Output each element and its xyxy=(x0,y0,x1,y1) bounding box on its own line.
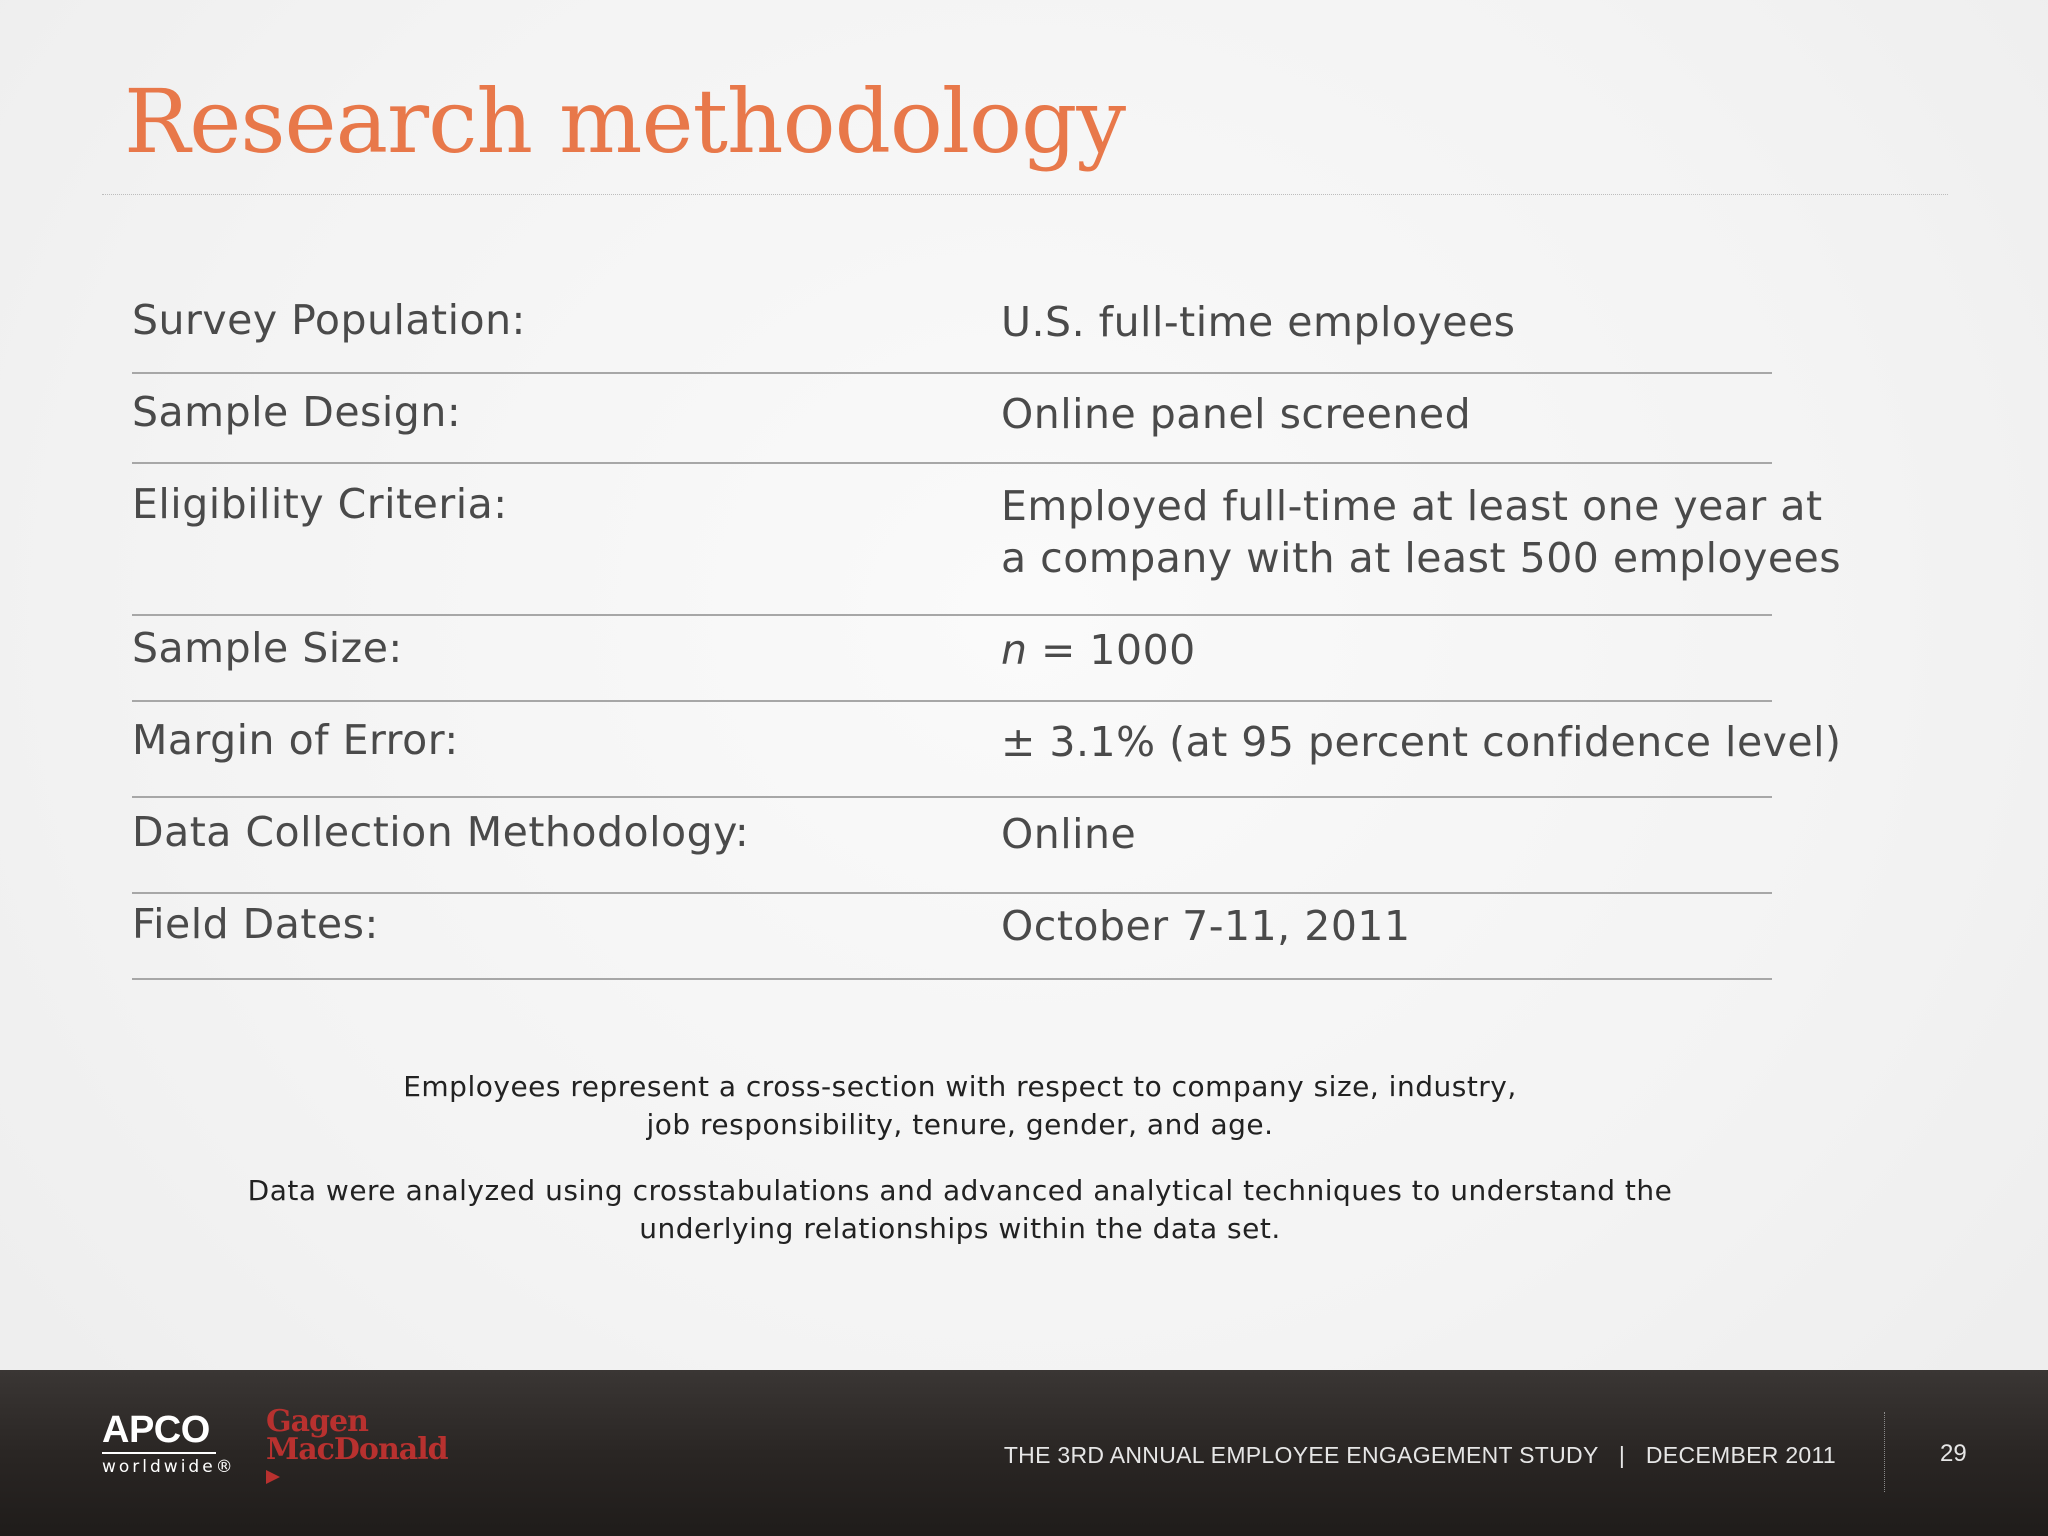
row-value: Online xyxy=(1001,810,1137,858)
footer-divider xyxy=(1884,1412,1885,1492)
page-number: 29 xyxy=(1940,1440,1967,1467)
table-row xyxy=(132,716,1842,798)
note-paragraph: Employees represent a cross-section with respect to company size, industry, job responsibility, tenure, gender, and age. xyxy=(403,1070,1517,1141)
table-row xyxy=(132,388,1772,464)
row-label: Eligibility Criteria: xyxy=(132,480,508,528)
apco-logo: APCO worldwide® xyxy=(102,1409,236,1477)
row-label: Sample Design: xyxy=(132,388,462,436)
row-value: n = 1000 xyxy=(1001,626,1196,674)
title-divider xyxy=(102,194,1948,195)
gagen-macdonald-logo: Gagen MacDonald xyxy=(266,1404,448,1467)
row-label: Data Collection Methodology: xyxy=(132,808,750,856)
row-value: ± 3.1% (at 95 percent confidence level) xyxy=(1001,718,1842,766)
slide-title: Research methodology xyxy=(124,70,1126,173)
slide-footer xyxy=(0,1370,2048,1536)
methodology-notes xyxy=(0,1068,1920,1276)
row-label: Field Dates: xyxy=(132,900,379,948)
row-value: Employed full-time at least one year at a company with at least 500 employees xyxy=(1001,482,1842,582)
row-value: Online panel screened xyxy=(1001,390,1472,438)
table-row xyxy=(132,296,1772,374)
sample-variable: n xyxy=(1001,626,1028,674)
table-row xyxy=(132,480,1842,616)
note-paragraph: Data were analyzed using crosstabulations and advanced analytical techniques to understand the underlying relationships within the data set. xyxy=(247,1174,1673,1245)
row-label: Survey Population: xyxy=(132,296,526,344)
table-row xyxy=(132,900,1772,980)
footer-study-text: THE 3RD ANNUAL EMPLOYEE ENGAGEMENT STUDY | DECEMBER 2011 xyxy=(1003,1442,1836,1468)
arrow-icon xyxy=(266,1470,280,1484)
row-label: Margin of Error: xyxy=(132,716,459,764)
row-value: October 7-11, 2011 xyxy=(1001,902,1411,950)
row-value: U.S. full-time employees xyxy=(1001,298,1516,346)
table-row xyxy=(132,624,1772,702)
table-row xyxy=(132,808,1772,894)
row-label: Sample Size: xyxy=(132,624,403,672)
